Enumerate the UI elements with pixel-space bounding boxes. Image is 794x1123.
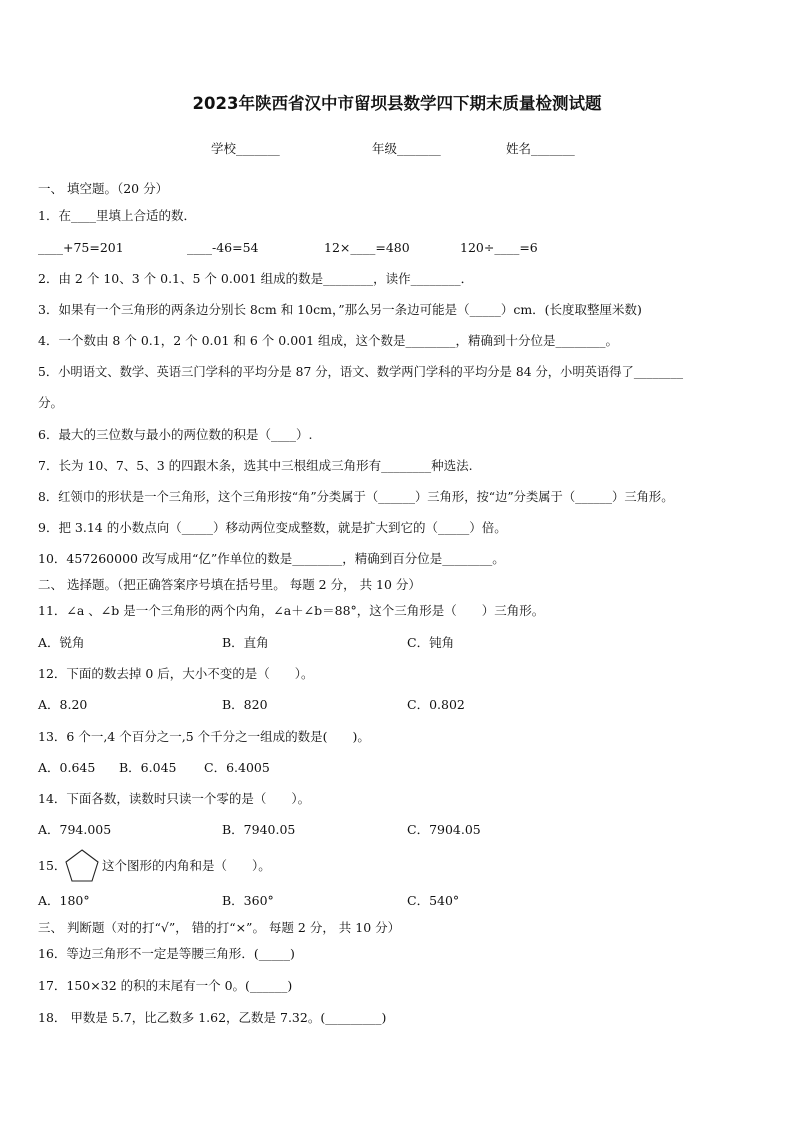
name-field: 姓名_______ xyxy=(506,141,575,156)
q1-item-4: 120÷____=6 xyxy=(460,240,538,255)
grade-field: 年级_______ xyxy=(372,141,441,156)
question-7: 7．长为 10、7、5、3 的四跟木条，选其中三根组成三角形有________种选法. xyxy=(38,458,473,473)
question-15-number: 15． xyxy=(38,858,67,873)
q15-option-b: B．360° xyxy=(222,893,274,908)
q13-option-a: A．0.645 xyxy=(38,760,96,775)
question-4: 4．一个数由 8 个 0.1，2 个 0.01 和 6 个 0.001 组成，这个数是________，精确到十分位是________。 xyxy=(38,333,619,348)
q12-option-a: A．8.20 xyxy=(38,697,88,712)
page-title: 2023年陕西省汉中市留坝县数学四下期末质量检测试题 xyxy=(192,94,602,113)
question-6: 6．最大的三位数与最小的两位数的积是（____）. xyxy=(38,427,313,442)
question-10: 10．457260000 改写成用“亿”作单位的数是________，精确到百分位是________。 xyxy=(38,551,505,566)
q15-option-c: C．540° xyxy=(407,893,460,908)
question-5-cont: 分。 xyxy=(38,395,64,410)
q13-option-c: C．6.4005 xyxy=(204,760,270,775)
question-11: 11．∠a 、∠b 是一个三角形的两个内角，∠a＋∠b＝88°，这个三角形是（ ）三角形。 xyxy=(38,603,545,618)
question-5: 5．小明语文、数学、英语三门学科的平均分是 87 分，语文、数学两门学科的平均分是 84 分，小明英语得了________ xyxy=(38,365,684,379)
q11-option-a: A．锐角 xyxy=(38,635,85,650)
q12-option-b: B．820 xyxy=(222,697,268,712)
question-3: 3．如果有一个三角形的两条边分别长 8cm 和 10cm，”那么另一条边可能是（_____）cm．(长度取整厘米数) xyxy=(38,302,642,317)
section2-heading: 二、 选择题。（把正确答案序号填在括号里。 每题 2 分， 共 10 分） xyxy=(38,577,421,592)
q13-option-b: B．6.045 xyxy=(119,760,177,775)
q12-option-c: C．0.802 xyxy=(407,697,465,712)
school-field: 学校_______ xyxy=(211,141,280,156)
q1-item-2: ____-46=54 xyxy=(187,240,259,255)
question-1: 1．在____里填上合适的数． xyxy=(38,208,196,223)
q14-option-a: A．794.005 xyxy=(38,822,112,837)
question-16: 16．等边三角形不一定是等腰三角形．(_____) xyxy=(38,946,295,961)
q15-option-a: A．180° xyxy=(38,893,90,908)
question-12: 12．下面的数去掉 0 后，大小不变的是（ ）。 xyxy=(38,666,314,681)
q14-option-c: C．7904.05 xyxy=(407,822,481,837)
question-8: 8．红领巾的形状是一个三角形，这个三角形按“角”分类属于（______）三角形，按“边”分类属于（______）三角形。 xyxy=(38,490,674,504)
question-18: 18． 甲数是 5.7，比乙数多 1.62，乙数是 7.32。(_________) xyxy=(38,1010,387,1025)
question-17: 17．150×32 的积的末尾有一个 0。(______) xyxy=(38,978,293,993)
q1-item-1: ____+75=201 xyxy=(38,240,124,255)
q14-option-b: B．7940.05 xyxy=(222,822,296,837)
q11-option-b: B．直角 xyxy=(222,635,269,650)
q1-item-3: 12×____=480 xyxy=(324,240,410,255)
q11-option-c: C．钝角 xyxy=(407,635,455,650)
question-14: 14．下面各数，读数时只读一个零的是（ ）。 xyxy=(38,791,311,806)
question-2: 2．由 2 个 10、3 个 0.1、5 个 0.001 组成的数是________，读作________． xyxy=(38,271,474,286)
section3-heading: 三、 判断题（对的打“√”， 错的打“×”。 每题 2 分， 共 10 分） xyxy=(38,920,401,935)
pentagon-figure xyxy=(64,848,100,884)
section1-heading: 一、 填空题。（20 分） xyxy=(38,181,169,196)
question-15: 这个图形的内角和是（ ）。 xyxy=(102,858,271,873)
question-13: 13．6 个一,4 个百分之一,5 个千分之一组成的数是( )。 xyxy=(38,729,370,744)
question-9: 9．把 3.14 的小数点向（_____）移动两位变成整数，就是扩大到它的（_____）倍。 xyxy=(38,520,507,535)
